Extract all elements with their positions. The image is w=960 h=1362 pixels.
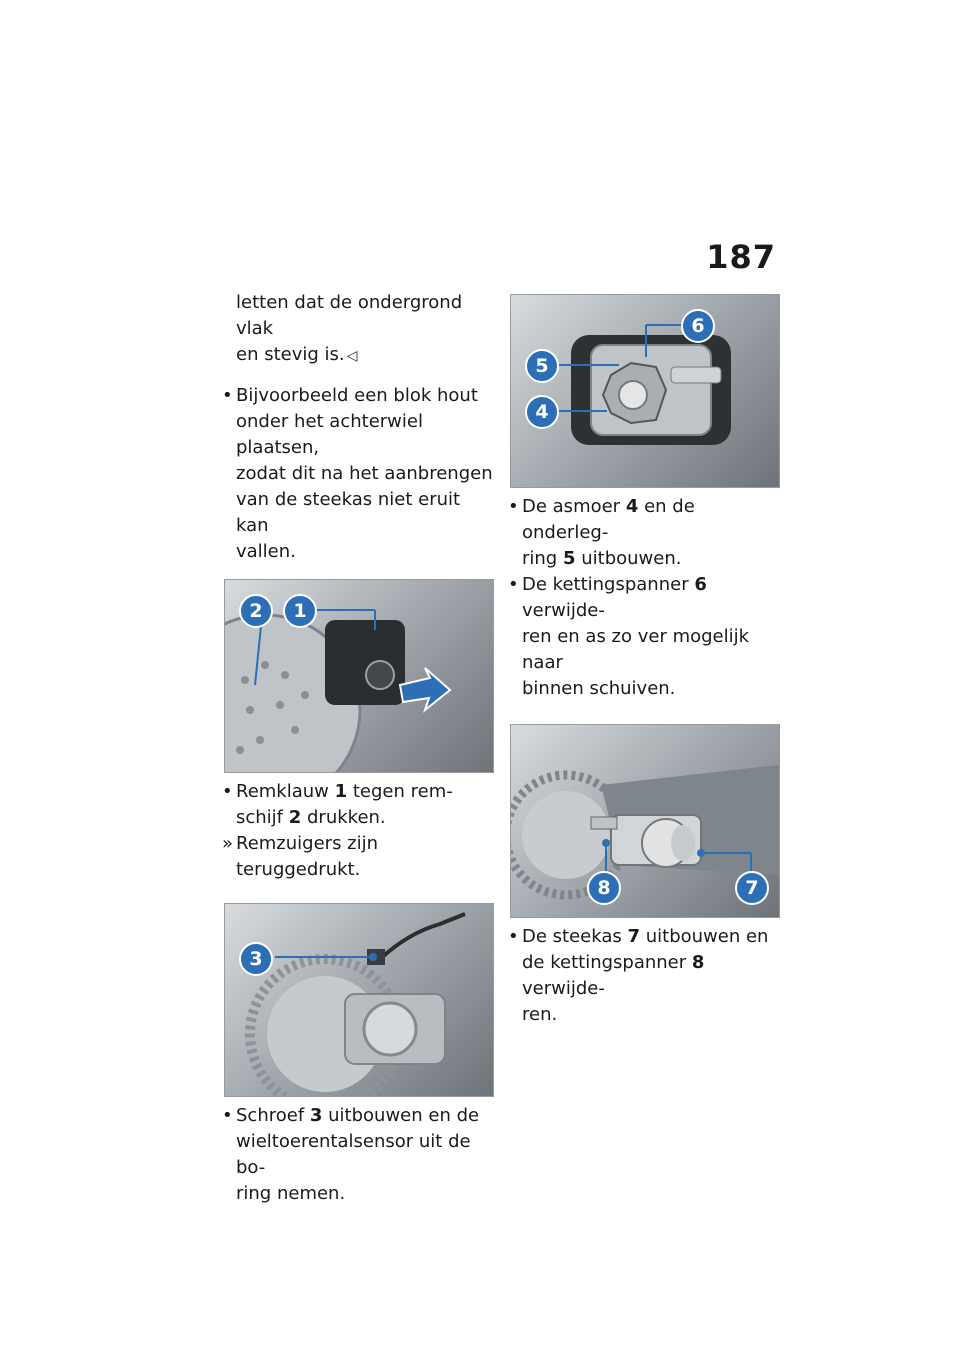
step-block-wheel: • Bijvoorbeeld een blok hout onder het achterwiel plaatsen, zodat dit na het aanbrengen van de steekas niet eruit kan vallen.: [224, 383, 494, 565]
callout-5: 5: [525, 349, 559, 383]
figure-axle-shaft: [510, 724, 780, 918]
right-column: [510, 294, 780, 1028]
page-number: 187: [706, 238, 776, 276]
callout-7: 7: [735, 871, 769, 905]
step-brake-caliper: • Remklauw 1 tegen rem- schijf 2 drukken.: [224, 779, 494, 831]
end-mark-icon: ◁: [346, 348, 358, 364]
callout-3: 3: [239, 942, 273, 976]
step-screw-sensor: • Schroef 3 uitbouwen en de wieltoerentalsensor uit de bo- ring nemen.: [224, 1103, 494, 1207]
wheel-sensor-illustration: [225, 904, 493, 1096]
callout-8: 8: [587, 871, 621, 905]
step-axle-shaft: • De steekas 7 uitbouwen en de kettingspanner 8 verwijde- ren.: [510, 924, 780, 1028]
callout-6: 6: [681, 309, 715, 343]
figure-brake-caliper: [224, 579, 494, 773]
step-axle-nut: • De asmoer 4 en de onderleg- ring 5 uitbouwen.: [510, 494, 780, 572]
axle-nut-illustration: [511, 295, 779, 487]
callout-4: 4: [525, 395, 559, 429]
figure-axle-nut: [510, 294, 780, 488]
left-column: [224, 290, 494, 1207]
step-chain-tensioner: • De kettingspanner 6 verwijde- ren en as zo ver mogelijk naar binnen schuiven.: [510, 572, 780, 702]
callout-1: 1: [283, 594, 317, 628]
result-pistons: » Remzuigers zijn teruggedrukt.: [224, 831, 494, 883]
intro-text: letten dat de ondergrond vlak en stevig is. ◁: [236, 292, 463, 365]
figure-wheel-sensor: [224, 903, 494, 1097]
callout-2: 2: [239, 594, 273, 628]
